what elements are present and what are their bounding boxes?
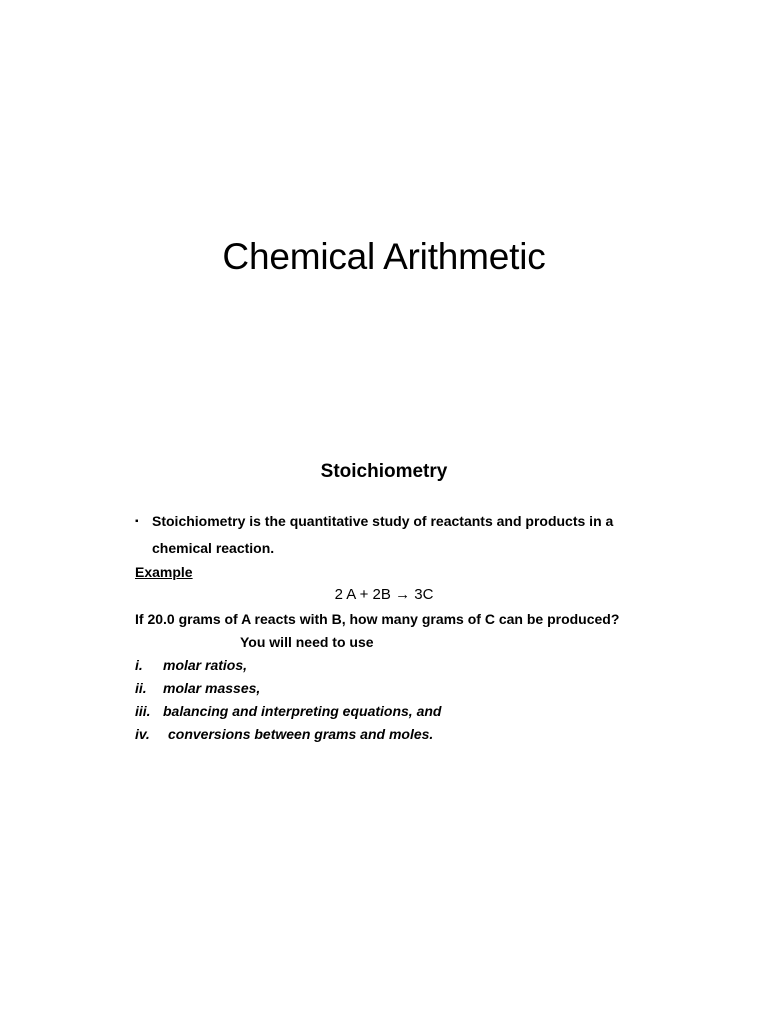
list-item-number: iv. [135, 726, 150, 742]
list-item-number: iii. [135, 703, 151, 719]
list-item [135, 701, 655, 724]
list-item [135, 678, 655, 701]
bullet-paragraph [135, 508, 655, 562]
page-title: Chemical Arithmetic [222, 236, 546, 277]
need-intro: You will need to use [240, 634, 374, 650]
list-item [135, 724, 655, 747]
list-item-text: molar masses, [163, 680, 261, 696]
chemical-equation: 2 A + 2B → 3C [334, 586, 434, 603]
list-item-text: conversions between grams and moles. [168, 726, 434, 742]
example-question: If 20.0 grams of A reacts with B, how many grams of C can be produced? [135, 611, 620, 627]
list-item-number: ii. [135, 680, 147, 696]
example-label: Example [135, 564, 193, 580]
square-bullet-icon: ▪ [135, 516, 139, 527]
list-item-text: molar ratios, [163, 657, 248, 673]
bullet-text: Stoichiometry is the quantitative study of reactants and products in a chemical reaction. [152, 513, 614, 556]
list-item-number: i. [135, 657, 143, 673]
section-heading: Stoichiometry [320, 461, 448, 482]
list-item [135, 655, 655, 678]
list-item-text: balancing and interpreting equations, and [163, 703, 442, 719]
requirements-list [135, 655, 655, 747]
